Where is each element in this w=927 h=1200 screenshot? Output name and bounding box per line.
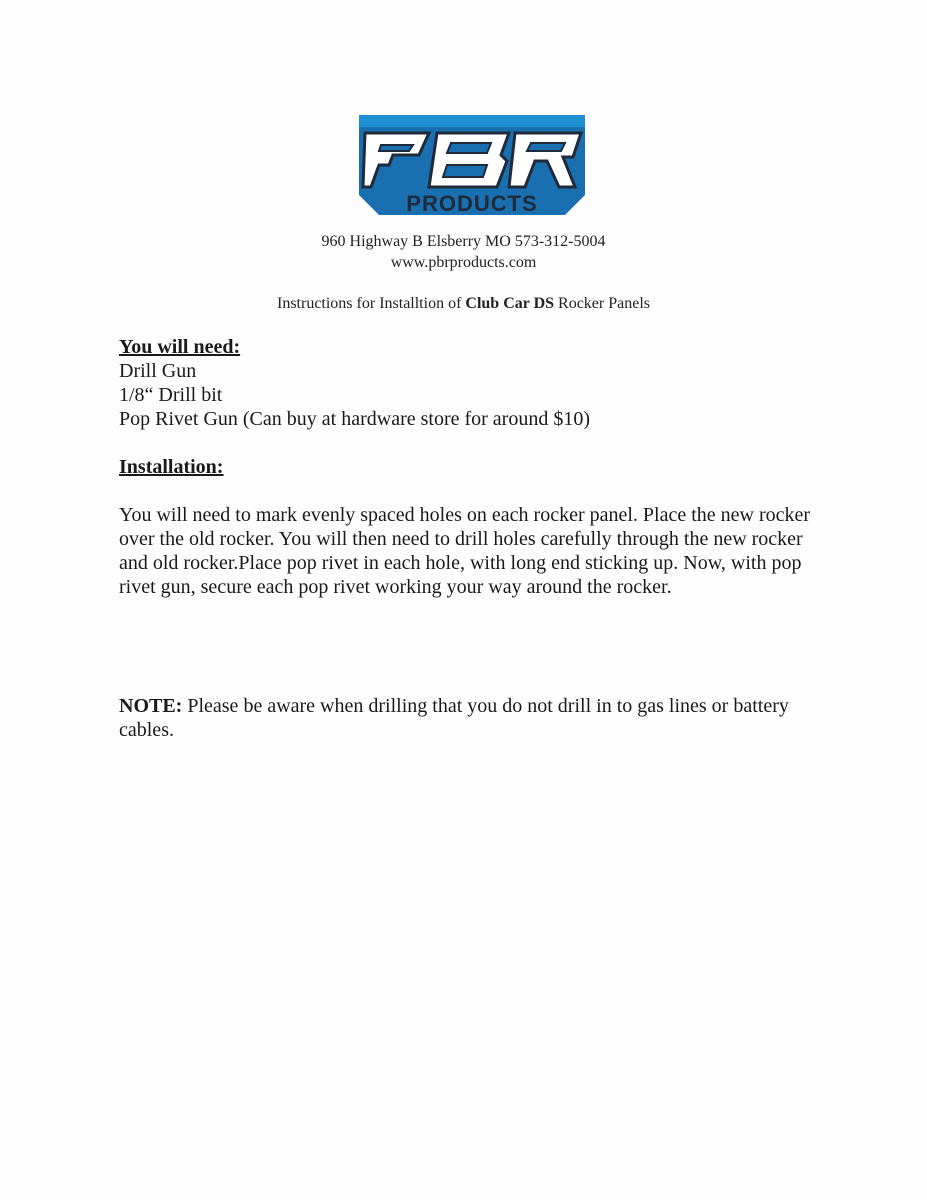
note-label: NOTE: [119,695,183,717]
document-title [0,294,927,314]
logo-wordmark: PRODUCTS [406,191,538,216]
tools-list [119,359,829,431]
installation-heading: Installation: [119,456,224,478]
note-text: Please be aware when drilling that you do not drill in to gas lines or battery cables. [119,695,789,741]
tool-item: Drill Gun [119,360,197,382]
title-prefix: Instructions for Installtion of [276,295,466,312]
company-address: 960 Highway B Elsberry MO 573-312-5004 [321,233,606,250]
company-website: www.pbrproducts.com [390,254,537,271]
tool-item: 1/8“ Drill bit [119,384,223,406]
you-will-need-heading: You will need: [119,336,241,358]
safety-note [119,694,829,742]
title-suffix: Rocker Panels [554,295,651,312]
pbr-products-logo [359,115,585,220]
title-product: Club Car DS [465,295,555,312]
installation-instructions: You will need to mark evenly spaced holes on each rocker panel. Place the new rocker over the old rocker. You will then need to drill holes carefully through the new rocker and old rocker.Place pop rivet in each hole, with long end sticking up. Now, with pop rivet gun, secure each pop rivet working your way around the rocker. [119,504,811,598]
tool-item: Pop Rivet Gun (Can buy at hardware store for around $10) [119,408,590,430]
